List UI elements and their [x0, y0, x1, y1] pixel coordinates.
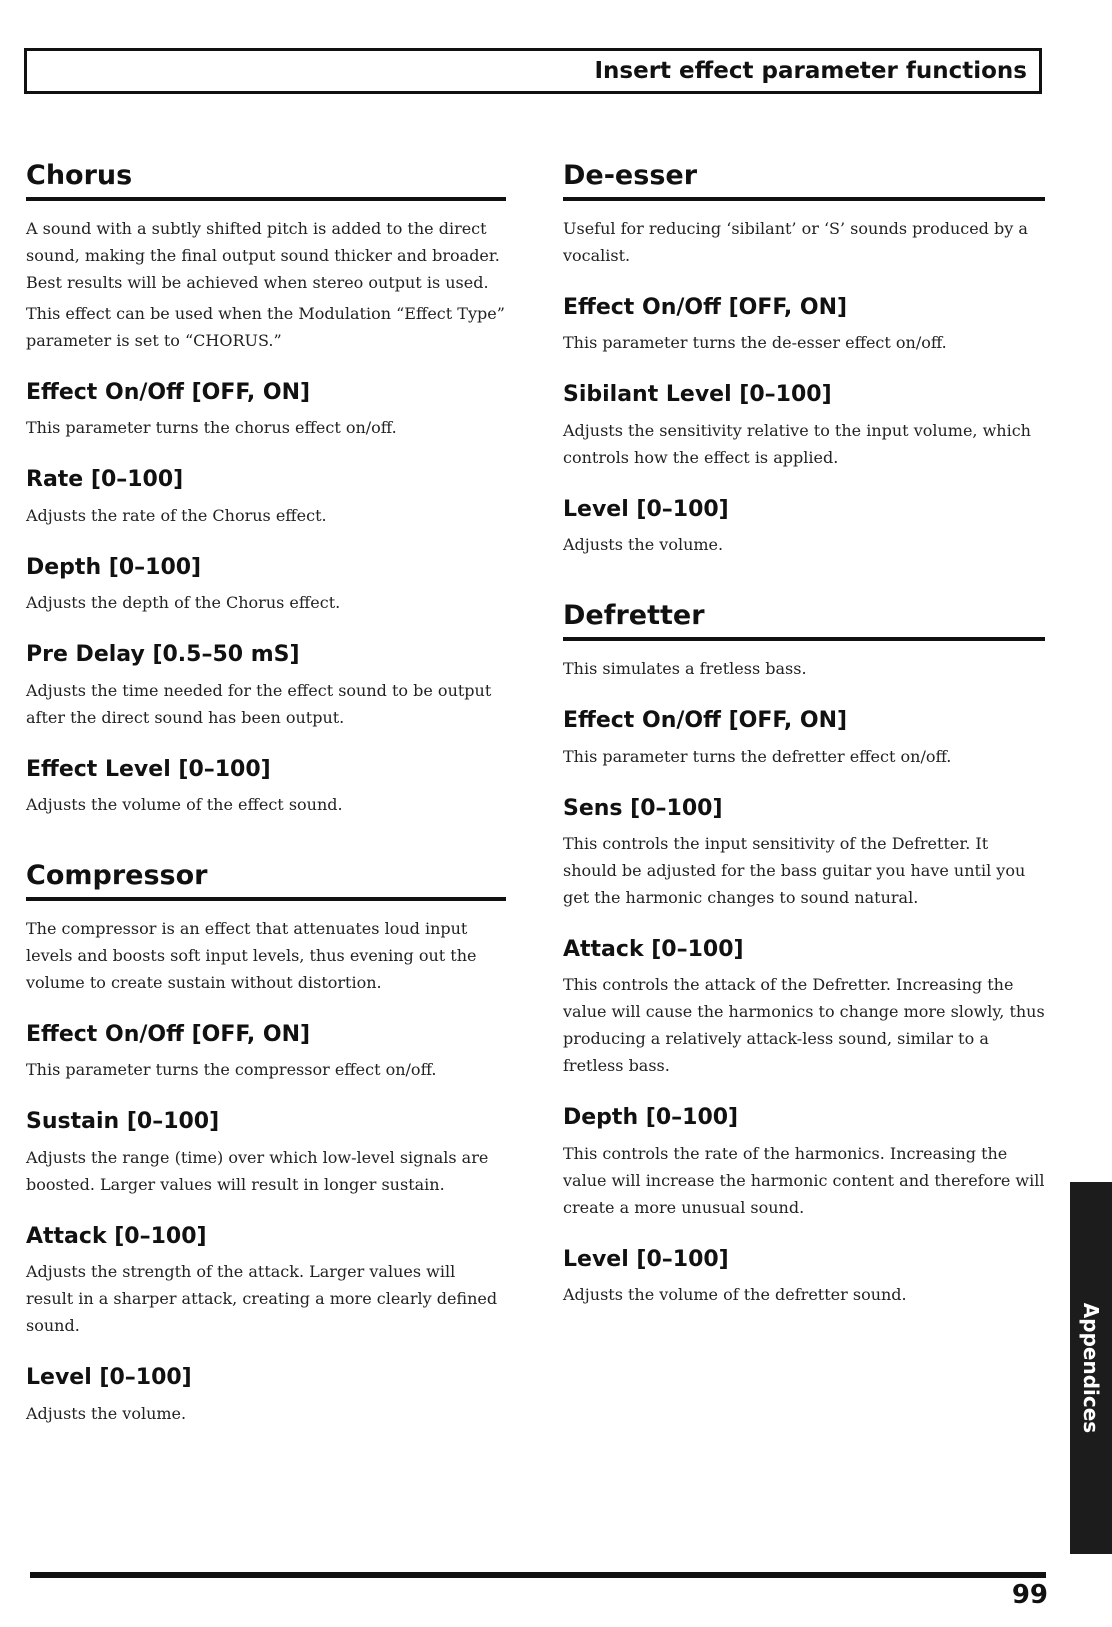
compressor-intro-1: The compressor is an effect that attenuates loud input levels and boosts soft input levels, thus evening out the volume to create sustain without distortion. — [26, 919, 477, 993]
param-name: Effect On/Off [OFF, ON] — [563, 708, 848, 734]
param-block — [563, 708, 1045, 769]
section-defretter — [563, 600, 1045, 1308]
param-desc: This controls the input sensitivity of the Defretter. It should be adjusted for the bass guitar you have until you get the harmonic changes to sound natural. — [563, 834, 1026, 908]
param-block — [26, 1365, 506, 1426]
param-desc: Adjusts the volume of the defretter sound. — [563, 1285, 907, 1305]
chorus-intro-1: A sound with a subtly shifted pitch is added to the direct sound, making the final output sound thicker and broader. Best results will be achieved when stereo output is used. — [26, 219, 500, 293]
deesser-intro-1: Useful for reducing ‘sibilant’ or ‘S’ sounds produced by a vocalist. — [563, 219, 1028, 266]
side-tab-label: Appendices — [1079, 1302, 1103, 1434]
param-name: Sibilant Level [0–100] — [563, 382, 832, 408]
param-name: Sens [0–100] — [563, 795, 723, 821]
param-block — [26, 1224, 506, 1339]
param-block — [26, 555, 506, 616]
appendices-side-tab — [1070, 1182, 1112, 1554]
section-title-chorus: Chorus — [26, 160, 506, 201]
param-name: Effect On/Off [OFF, ON] — [26, 1022, 311, 1048]
param-block — [26, 1022, 506, 1083]
defretter-intro-1: This simulates a fretless bass. — [563, 659, 807, 679]
footer-rule — [30, 1572, 1046, 1578]
param-desc: Adjusts the depth of the Chorus effect. — [26, 593, 341, 613]
header-title: Insert effect parameter functions — [594, 58, 1027, 84]
param-name: Pre Delay [0.5–50 mS] — [26, 642, 300, 668]
param-desc: Adjusts the rate of the Chorus effect. — [26, 505, 327, 525]
page-header — [24, 48, 1042, 94]
param-name: Level [0–100] — [26, 1365, 192, 1391]
param-desc: Adjusts the volume. — [26, 1403, 187, 1423]
section-title-compressor: Compressor — [26, 860, 506, 901]
param-desc: Adjusts the strength of the attack. Larger values will result in a sharper attack, creating a more clearly defined sound. — [26, 1262, 498, 1336]
param-block — [563, 1247, 1045, 1308]
param-block — [26, 757, 506, 818]
param-name: Rate [0–100] — [26, 467, 184, 493]
param-desc: Adjusts the time needed for the effect sound to be output after the direct sound has been output. — [26, 680, 492, 727]
param-desc: Adjusts the volume of the effect sound. — [26, 795, 343, 814]
param-desc: Adjusts the sensitivity relative to the input volume, which controls how the effect is applied. — [563, 420, 1031, 467]
param-desc: This controls the rate of the harmonics. Increasing the value will increase the harmonic content and therefore will create a more unusual sound. — [563, 1143, 1045, 1217]
param-desc: This parameter turns the compressor effect on/off. — [26, 1060, 437, 1080]
param-name: Sustain [0–100] — [26, 1109, 220, 1135]
param-block — [563, 497, 1045, 558]
page-number: 99 — [1011, 1580, 1048, 1610]
param-desc: This parameter turns the de-esser effect on/off. — [563, 333, 947, 353]
param-name: Level [0–100] — [563, 1246, 729, 1272]
left-column — [26, 160, 506, 1431]
param-desc: This parameter turns the chorus effect on/off. — [26, 418, 397, 438]
section-title-defretter: Defretter — [563, 600, 1045, 641]
section-deesser — [563, 160, 1045, 558]
param-block — [26, 642, 506, 730]
param-block — [26, 467, 506, 528]
chorus-intro-2: This effect can be used when the Modulation “Effect Type” parameter is set to “CHORUS.” — [26, 304, 505, 351]
param-name: Depth [0–100] — [26, 554, 202, 580]
param-block — [563, 1105, 1045, 1220]
param-desc: Adjusts the volume. — [563, 535, 724, 555]
param-name: Effect On/Off [OFF, ON] — [26, 380, 311, 406]
param-block — [563, 796, 1045, 911]
param-name: Attack [0–100] — [563, 937, 744, 963]
section-chorus — [26, 160, 506, 818]
section-title-deesser: De-esser — [563, 160, 1045, 201]
param-desc: This parameter turns the defretter effect on/off. — [563, 746, 952, 766]
param-name: Effect Level [0–100] — [26, 756, 271, 782]
section-compressor — [26, 860, 506, 1427]
param-block — [563, 382, 1045, 470]
param-block — [26, 1109, 506, 1197]
param-block — [563, 295, 1045, 356]
right-column — [563, 160, 1045, 1312]
param-name: Level [0–100] — [563, 496, 729, 522]
param-block — [563, 937, 1045, 1079]
param-desc: This controls the attack of the Defretter. Increasing the value will cause the harmonics to change more slowly, thus producing a relatively attack-less sound, similar to a fretless bass. — [563, 975, 1045, 1076]
param-block — [26, 380, 506, 441]
param-name: Attack [0–100] — [26, 1223, 207, 1249]
param-desc: Adjusts the range (time) over which low-level signals are boosted. Larger values will result in longer sustain. — [26, 1147, 489, 1194]
param-name: Effect On/Off [OFF, ON] — [563, 295, 848, 321]
param-name: Depth [0–100] — [563, 1105, 739, 1131]
